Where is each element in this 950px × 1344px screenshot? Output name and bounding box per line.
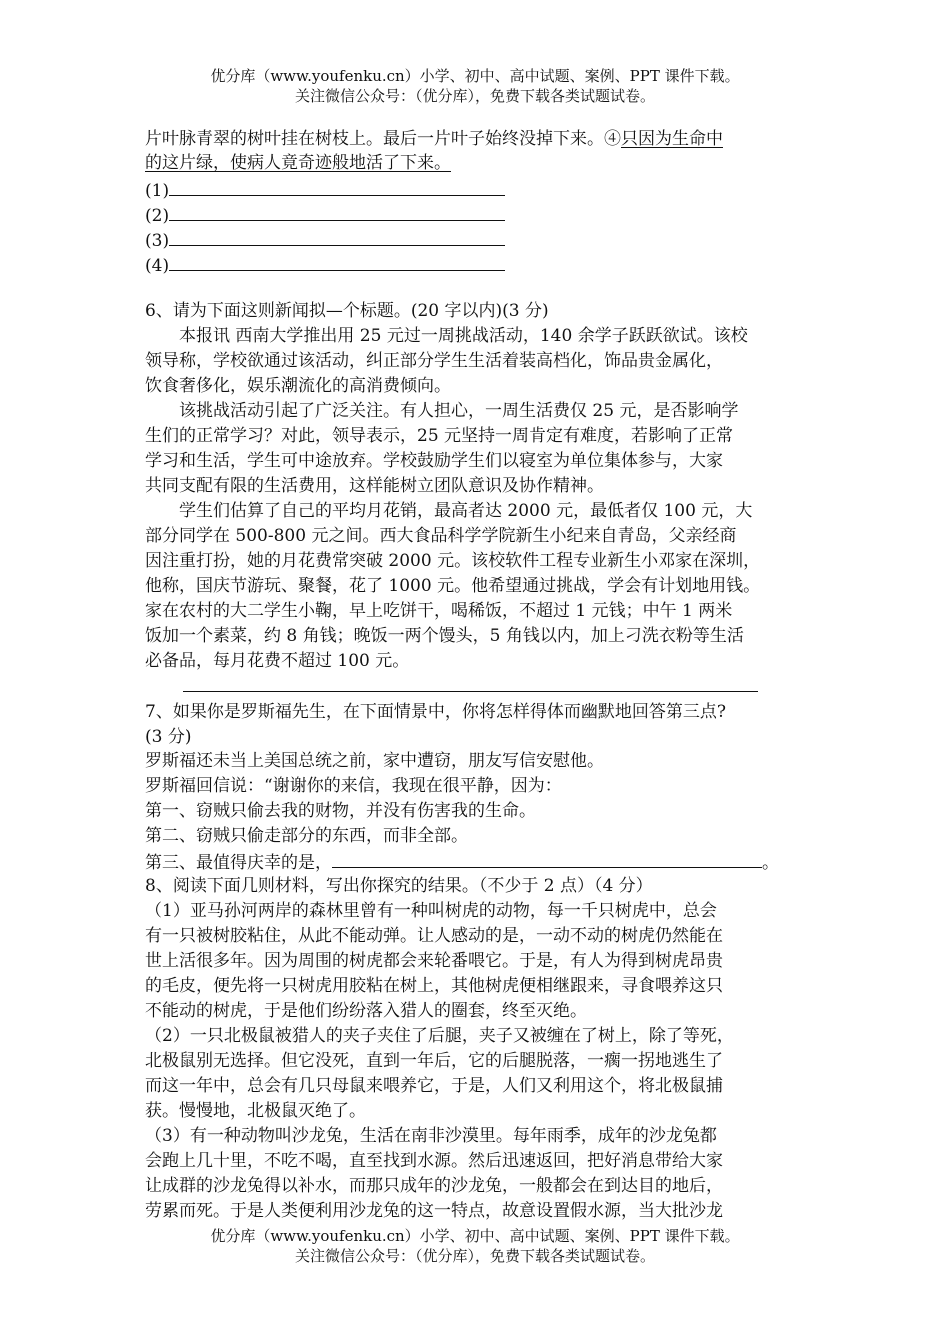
q6-text-line: 共同支配有限的生活费用，这样能树立团队意识及协作精神。 bbox=[145, 476, 604, 496]
q7-text-line: 第一、窃贼只偷去我的财物，并没有伤害我的生命。 bbox=[145, 801, 536, 821]
q8-text-line: 的毛皮，便先将一只树虎用胶粘在树上，其他树虎便相继跟来，寻食喂养这只 bbox=[145, 976, 723, 996]
q6-text-line: 学习和生活，学生可中途放弃。学校鼓励学生们以寝室为单位集体参与，大家 bbox=[145, 451, 723, 471]
q6-text-line: 生们的正常学习？对此，领导表示，25 元坚持一周肯定有难度，若影响了正常 bbox=[145, 426, 734, 446]
q8-text-line: 获。慢慢地，北极鼠灭绝了。 bbox=[145, 1101, 366, 1121]
page-footer bbox=[0, 1226, 950, 1266]
q8-text-line: （1）亚马孙河两岸的森林里曾有一种叫树虎的动物，每一千只树虎中，总会 bbox=[145, 901, 717, 921]
q6-text-line: 部分同学在 500-800 元之间。西大食品科学学院新生小纪来自青岛，父亲经商 bbox=[145, 526, 737, 546]
q6-title: 6、请为下面这则新闻拟—个标题。(20 字以内)(3 分) bbox=[145, 301, 549, 321]
q6-text-line: 必备品，每月花费不超过 100 元。 bbox=[145, 651, 410, 671]
q6-text-line: 家在农村的大二学生小鞠，早上吃饼干，喝稀饭，不超过 1 元钱；中午 1 两米 bbox=[145, 601, 733, 621]
q7-answer-blank[interactable] bbox=[332, 850, 762, 868]
q6-text-line: 饭加一个素菜，约 8 角钱；晚饭一两个馒头，5 角钱以内，加上刁洗衣粉等生活 bbox=[145, 626, 744, 646]
header-line-1: 优分库（www.youfenku.cn）小学、初中、高中试题、案例、PPT 课件下载。 bbox=[210, 67, 740, 85]
q7-score: (3 分) bbox=[145, 727, 192, 747]
footer-line-2: 关注微信公众号：（优分库），免费下载各类试题试卷。 bbox=[294, 1247, 655, 1265]
q6-text-line: 该挑战活动引起了广泛关注。有人担心，一周生活费仅 25 元，是否影响学 bbox=[145, 401, 739, 421]
q8-text-line: 世上活很多年。因为周围的树虎都会来轮番喂它。于是，有人为得到树虎昂贵 bbox=[145, 951, 723, 971]
q5-underlined-sentence: 只因为生命中 bbox=[621, 129, 723, 149]
header-line-2: 关注微信公众号：（优分库），免费下载各类试题试卷。 bbox=[294, 87, 655, 105]
q6-text-line: 他称，国庆节游玩、聚餐，花了 1000 元。他希望通过挑战，学会有计划地用钱。 bbox=[145, 576, 761, 596]
page-header bbox=[0, 66, 950, 106]
q8-text-line: 而这一年中，总会有几只母鼠来喂养它，于是，人们又利用这个，将北极鼠捕 bbox=[145, 1076, 723, 1096]
q8-text-line: 会跑上几十里，不吃不喝，直至找到水源。然后迅速返回，把好消息带给大家 bbox=[145, 1151, 723, 1171]
q6-answer-blank[interactable] bbox=[183, 674, 758, 692]
q7-title: 7、如果你是罗斯福先生，在下面情景中，你将怎样得体而幽默地回答第三点? bbox=[145, 702, 726, 722]
q7-third-point: 第三、最值得庆幸的是， 。 bbox=[145, 850, 779, 875]
q7-text-line: 第二、窃贼只偷走部分的东西，而非全部。 bbox=[145, 826, 468, 846]
q5-answer-blank-2[interactable]: (2) bbox=[145, 203, 505, 228]
q8-text-line: 劳累而死。于是人类便利用沙龙兔的这一特点，故意设置假水源，当大批沙龙 bbox=[145, 1201, 723, 1221]
q8-title: 8、阅读下面几则材料，写出你探究的结果。（不少于 2 点）（4 分） bbox=[145, 876, 653, 896]
q5-answer-blank-4[interactable]: (4) bbox=[145, 253, 505, 278]
q6-text-line: 领导称，学校欲通过该活动，纠正部分学生生活着装高档化，饰品贵金属化， bbox=[145, 351, 723, 371]
q7-text-line: 罗斯福回信说：“谢谢你的来信，我现在很平静，因为： bbox=[145, 776, 562, 796]
q7-text-line: 罗斯福还未当上美国总统之前，家中遭窃，朋友写信安慰他。 bbox=[145, 751, 604, 771]
q6-text-line: 学生们估算了自己的平均月花销，最高者达 2000 元，最低者仅 100 元，大 bbox=[145, 501, 753, 521]
q8-text-line: 不能动的树虎，于是他们纷纷落入猎人的圈套，终至灭绝。 bbox=[145, 1001, 587, 1021]
q6-text-line: 饮食奢侈化，娱乐潮流化的高消费倾向。 bbox=[145, 376, 451, 396]
q5-line-2: 的这片绿，使病人竟奇迹般地活了下来。 bbox=[145, 153, 451, 173]
q8-text-line: （3）有一种动物叫沙龙兔，生活在南非沙漠里。每年雨季，成年的沙龙兔都 bbox=[145, 1126, 717, 1146]
q6-text-line: 因注重打扮，她的月花费常突破 2000 元。该校软件工程专业新生小邓家在深圳， bbox=[145, 551, 761, 571]
q8-text-line: 让成群的沙龙兔得以补水，而那只成年的沙龙兔，一般都会在到达目的地后， bbox=[145, 1176, 723, 1196]
q8-text-line: （2）一只北极鼠被猎人的夹子夹住了后腿，夹子又被缠在了树上，除了等死， bbox=[145, 1026, 734, 1046]
q8-text-line: 北极鼠别无选择。但它没死，直到一年后，它的后腿脱落，一瘸一拐地逃生了 bbox=[145, 1051, 723, 1071]
q6-text-line: 本报讯 西南大学推出用 25 元过一周挑战活动，140 余学子跃跃欲试。该校 bbox=[145, 326, 748, 346]
q5-line-1: 片叶脉青翠的树叶挂在树枝上。最后一片叶子始终没掉下来。④只因为生命中 bbox=[145, 129, 723, 149]
q8-text-line: 有一只被树胶粘住，从此不能动弹。让人感动的是，一动不动的树虎仍然能在 bbox=[145, 926, 723, 946]
q5-answer-blank-1[interactable]: (1) bbox=[145, 178, 505, 203]
q5-answer-blank-3[interactable]: (3) bbox=[145, 228, 505, 253]
footer-line-1: 优分库（www.youfenku.cn）小学、初中、高中试题、案例、PPT 课件下载。 bbox=[210, 1227, 740, 1245]
